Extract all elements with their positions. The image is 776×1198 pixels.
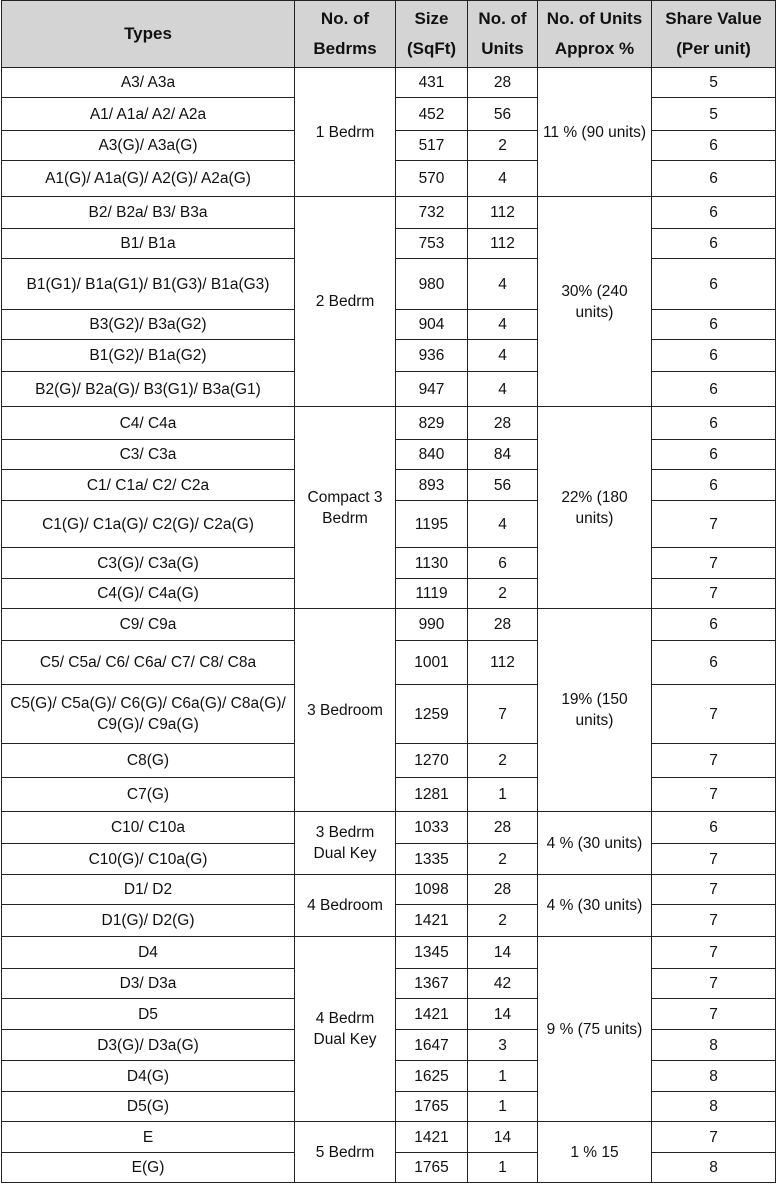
share-cell: 8 bbox=[652, 1030, 776, 1061]
header-size: Size (SqFt) bbox=[396, 1, 468, 68]
table-row bbox=[2, 1122, 776, 1153]
units-cell: 14 bbox=[468, 999, 538, 1030]
units-cell: 28 bbox=[468, 812, 538, 844]
size-cell: 1647 bbox=[396, 1030, 468, 1061]
share-cell: 7 bbox=[652, 548, 776, 579]
approx-cell: 9 % (75 units) bbox=[538, 937, 652, 1122]
share-cell: 6 bbox=[652, 197, 776, 229]
size-cell: 1195 bbox=[396, 501, 468, 548]
units-cell: 14 bbox=[468, 937, 538, 969]
bedrooms-cell: 3 Bedroom bbox=[295, 609, 396, 812]
approx-cell: 19% (150 units) bbox=[538, 609, 652, 812]
units-cell: 4 bbox=[468, 259, 538, 310]
size-cell: 1281 bbox=[396, 778, 468, 812]
share-cell: 6 bbox=[652, 641, 776, 685]
units-cell: 1 bbox=[468, 1092, 538, 1122]
approx-cell: 1 % 15 bbox=[538, 1122, 652, 1183]
share-cell: 7 bbox=[652, 905, 776, 937]
table-row bbox=[2, 937, 776, 969]
units-cell: 7 bbox=[468, 685, 538, 744]
units-cell: 2 bbox=[468, 579, 538, 609]
units-cell: 112 bbox=[468, 641, 538, 685]
size-cell: 1765 bbox=[396, 1092, 468, 1122]
table-body bbox=[2, 68, 776, 1183]
units-cell: 4 bbox=[468, 310, 538, 340]
header-row bbox=[2, 1, 776, 68]
size-cell: 732 bbox=[396, 197, 468, 229]
share-cell: 6 bbox=[652, 812, 776, 844]
share-cell: 7 bbox=[652, 937, 776, 969]
share-cell: 7 bbox=[652, 844, 776, 875]
share-cell: 6 bbox=[652, 372, 776, 407]
size-cell: 452 bbox=[396, 98, 468, 131]
size-cell: 1098 bbox=[396, 875, 468, 905]
type-cell: D1/ D2 bbox=[2, 875, 295, 905]
share-cell: 8 bbox=[652, 1092, 776, 1122]
type-cell: C5/ C5a/ C6/ C6a/ C7/ C8/ C8a bbox=[2, 641, 295, 685]
size-cell: 1119 bbox=[396, 579, 468, 609]
type-cell: A3(G)/ A3a(G) bbox=[2, 131, 295, 161]
unit-mix-table bbox=[1, 0, 776, 1183]
size-cell: 1421 bbox=[396, 905, 468, 937]
type-cell: E bbox=[2, 1122, 295, 1153]
units-cell: 112 bbox=[468, 229, 538, 259]
size-cell: 1335 bbox=[396, 844, 468, 875]
approx-cell: 4 % (30 units) bbox=[538, 875, 652, 937]
units-cell: 2 bbox=[468, 905, 538, 937]
type-cell: D4(G) bbox=[2, 1061, 295, 1092]
bedrooms-cell: Compact 3 Bedrm bbox=[295, 407, 396, 609]
table-row bbox=[2, 609, 776, 641]
type-cell: C1(G)/ C1a(G)/ C2(G)/ C2a(G) bbox=[2, 501, 295, 548]
size-cell: 1130 bbox=[396, 548, 468, 579]
type-cell: A3/ A3a bbox=[2, 68, 295, 98]
type-cell: C5(G)/ C5a(G)/ C6(G)/ C6a(G)/ C8a(G)/ C9(G)/ C9a(G) bbox=[2, 685, 295, 744]
share-cell: 6 bbox=[652, 440, 776, 470]
size-cell: 1765 bbox=[396, 1153, 468, 1183]
type-cell: B3(G2)/ B3a(G2) bbox=[2, 310, 295, 340]
bedrooms-cell: 5 Bedrm bbox=[295, 1122, 396, 1183]
table-row bbox=[2, 875, 776, 905]
type-cell: A1/ A1a/ A2/ A2a bbox=[2, 98, 295, 131]
approx-cell: 30% (240 units) bbox=[538, 197, 652, 407]
type-cell: D5 bbox=[2, 999, 295, 1030]
approx-cell: 22% (180 units) bbox=[538, 407, 652, 609]
units-cell: 4 bbox=[468, 372, 538, 407]
share-cell: 7 bbox=[652, 778, 776, 812]
share-cell: 6 bbox=[652, 229, 776, 259]
share-cell: 5 bbox=[652, 68, 776, 98]
units-cell: 14 bbox=[468, 1122, 538, 1153]
share-cell: 7 bbox=[652, 875, 776, 905]
size-cell: 517 bbox=[396, 131, 468, 161]
size-cell: 570 bbox=[396, 161, 468, 197]
type-cell: C4(G)/ C4a(G) bbox=[2, 579, 295, 609]
units-cell: 1 bbox=[468, 778, 538, 812]
size-cell: 1367 bbox=[396, 969, 468, 999]
share-cell: 7 bbox=[652, 969, 776, 999]
type-cell: C3(G)/ C3a(G) bbox=[2, 548, 295, 579]
header-approx: No. of Units Approx % bbox=[538, 1, 652, 68]
share-cell: 6 bbox=[652, 470, 776, 501]
units-cell: 84 bbox=[468, 440, 538, 470]
type-cell: B1(G2)/ B1a(G2) bbox=[2, 340, 295, 372]
table-row bbox=[2, 407, 776, 440]
type-cell: D1(G)/ D2(G) bbox=[2, 905, 295, 937]
share-cell: 8 bbox=[652, 1061, 776, 1092]
size-cell: 1625 bbox=[396, 1061, 468, 1092]
header-units: No. of Units bbox=[468, 1, 538, 68]
share-cell: 6 bbox=[652, 259, 776, 310]
units-cell: 1 bbox=[468, 1153, 538, 1183]
type-cell: C4/ C4a bbox=[2, 407, 295, 440]
share-cell: 6 bbox=[652, 407, 776, 440]
type-cell: E(G) bbox=[2, 1153, 295, 1183]
bedrooms-cell: 2 Bedrm bbox=[295, 197, 396, 407]
table-row bbox=[2, 812, 776, 844]
type-cell: C9/ C9a bbox=[2, 609, 295, 641]
type-cell: D4 bbox=[2, 937, 295, 969]
type-cell: B2/ B2a/ B3/ B3a bbox=[2, 197, 295, 229]
type-cell: D3(G)/ D3a(G) bbox=[2, 1030, 295, 1061]
size-cell: 893 bbox=[396, 470, 468, 501]
size-cell: 1259 bbox=[396, 685, 468, 744]
header-bedrooms: No. of Bedrms bbox=[295, 1, 396, 68]
units-cell: 4 bbox=[468, 340, 538, 372]
units-cell: 1 bbox=[468, 1061, 538, 1092]
bedrooms-cell: 4 Bedrm Dual Key bbox=[295, 937, 396, 1122]
type-cell: C7(G) bbox=[2, 778, 295, 812]
share-cell: 6 bbox=[652, 310, 776, 340]
share-cell: 7 bbox=[652, 744, 776, 778]
units-cell: 28 bbox=[468, 407, 538, 440]
size-cell: 936 bbox=[396, 340, 468, 372]
share-cell: 7 bbox=[652, 501, 776, 548]
share-cell: 6 bbox=[652, 340, 776, 372]
type-cell: C10(G)/ C10a(G) bbox=[2, 844, 295, 875]
table-row bbox=[2, 68, 776, 98]
share-cell: 6 bbox=[652, 131, 776, 161]
size-cell: 904 bbox=[396, 310, 468, 340]
share-cell: 8 bbox=[652, 1153, 776, 1183]
approx-cell: 11 % (90 units) bbox=[538, 68, 652, 197]
type-cell: B1(G1)/ B1a(G1)/ B1(G3)/ B1a(G3) bbox=[2, 259, 295, 310]
type-cell: B1/ B1a bbox=[2, 229, 295, 259]
type-cell: D3/ D3a bbox=[2, 969, 295, 999]
units-cell: 28 bbox=[468, 68, 538, 98]
units-cell: 112 bbox=[468, 197, 538, 229]
units-cell: 56 bbox=[468, 470, 538, 501]
size-cell: 947 bbox=[396, 372, 468, 407]
table-header bbox=[2, 1, 776, 68]
share-cell: 6 bbox=[652, 161, 776, 197]
share-cell: 7 bbox=[652, 579, 776, 609]
type-cell: C3/ C3a bbox=[2, 440, 295, 470]
units-cell: 3 bbox=[468, 1030, 538, 1061]
size-cell: 753 bbox=[396, 229, 468, 259]
units-cell: 28 bbox=[468, 875, 538, 905]
type-cell: D5(G) bbox=[2, 1092, 295, 1122]
units-cell: 6 bbox=[468, 548, 538, 579]
bedrooms-cell: 1 Bedrm bbox=[295, 68, 396, 197]
units-cell: 2 bbox=[468, 744, 538, 778]
size-cell: 1421 bbox=[396, 999, 468, 1030]
units-cell: 56 bbox=[468, 98, 538, 131]
type-cell: A1(G)/ A1a(G)/ A2(G)/ A2a(G) bbox=[2, 161, 295, 197]
size-cell: 980 bbox=[396, 259, 468, 310]
size-cell: 840 bbox=[396, 440, 468, 470]
size-cell: 1270 bbox=[396, 744, 468, 778]
type-cell: C10/ C10a bbox=[2, 812, 295, 844]
units-cell: 2 bbox=[468, 131, 538, 161]
size-cell: 1421 bbox=[396, 1122, 468, 1153]
share-cell: 7 bbox=[652, 685, 776, 744]
type-cell: C1/ C1a/ C2/ C2a bbox=[2, 470, 295, 501]
units-cell: 4 bbox=[468, 501, 538, 548]
size-cell: 990 bbox=[396, 609, 468, 641]
bedrooms-cell: 4 Bedroom bbox=[295, 875, 396, 937]
approx-cell: 4 % (30 units) bbox=[538, 812, 652, 875]
units-cell: 4 bbox=[468, 161, 538, 197]
size-cell: 431 bbox=[396, 68, 468, 98]
size-cell: 1345 bbox=[396, 937, 468, 969]
share-cell: 7 bbox=[652, 999, 776, 1030]
units-cell: 28 bbox=[468, 609, 538, 641]
header-types: Types bbox=[2, 1, 295, 68]
bedrooms-cell: 3 Bedrm Dual Key bbox=[295, 812, 396, 875]
type-cell: B2(G)/ B2a(G)/ B3(G1)/ B3a(G1) bbox=[2, 372, 295, 407]
size-cell: 1033 bbox=[396, 812, 468, 844]
share-cell: 7 bbox=[652, 1122, 776, 1153]
units-cell: 2 bbox=[468, 844, 538, 875]
size-cell: 829 bbox=[396, 407, 468, 440]
type-cell: C8(G) bbox=[2, 744, 295, 778]
table-row bbox=[2, 197, 776, 229]
share-cell: 5 bbox=[652, 98, 776, 131]
size-cell: 1001 bbox=[396, 641, 468, 685]
share-cell: 6 bbox=[652, 609, 776, 641]
units-cell: 42 bbox=[468, 969, 538, 999]
header-share: Share Value (Per unit) bbox=[652, 1, 776, 68]
